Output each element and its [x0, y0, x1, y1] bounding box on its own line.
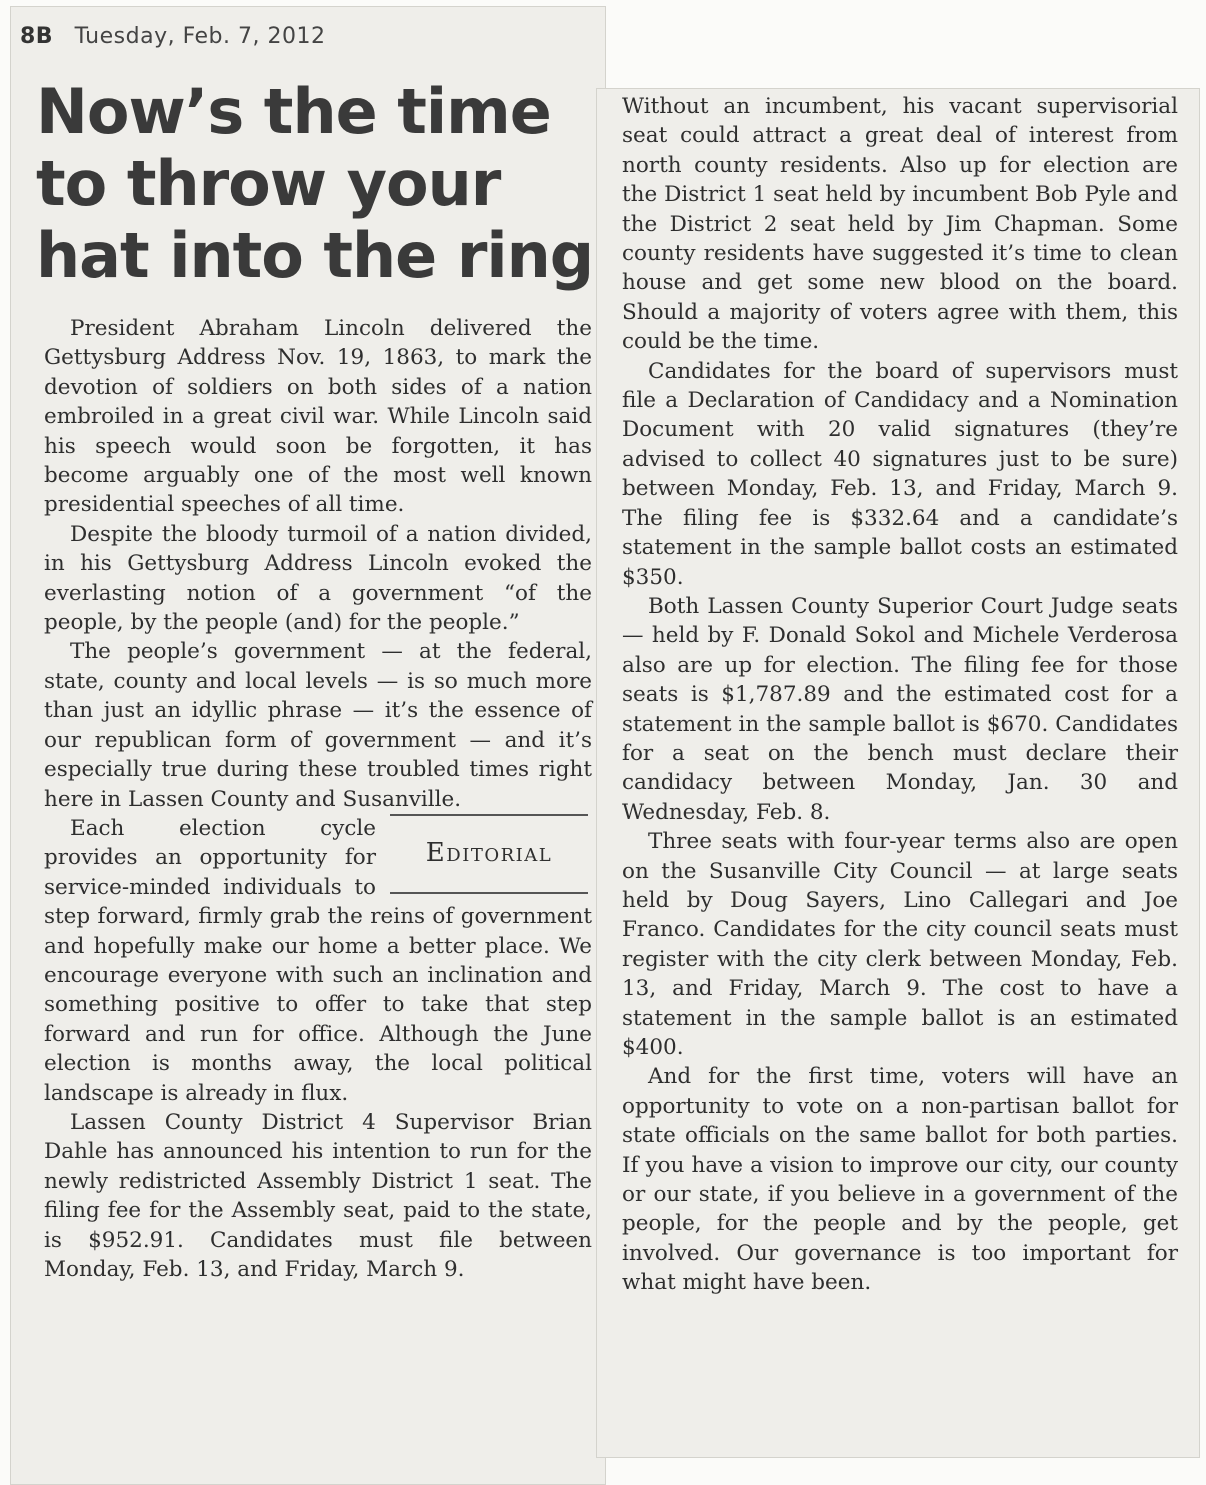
headline-line-1: Now’s the time [36, 75, 551, 148]
headline [36, 75, 594, 292]
editorial-label-box [390, 814, 588, 894]
editorial-label: Editorial [425, 838, 553, 869]
paragraph: Candidates for the board of supervisors must file a Declaration of Candidacy and a Nomination Document with 20 valid signatures (they’re advised to collect 40 signatures just to be sure) between Monday, Feb. 13, and Friday, March 9. The filing fee is $332.64 and a candidate’s statement in the sample ballot costs an estimated $350. [622, 358, 1178, 590]
paragraph: Without an incumbent, his vacant supervisorial seat could attract a great deal of interest from north county residents. Also up for election are the District 1 seat held by incumbent Bob Pyle and the District 2 seat held by Jim Chapman. Some county residents have suggested it’s time to clean house and get some new blood on the board. Should a majority of voters agree with them, this could be the time. [622, 94, 1178, 355]
paragraph: Three seats with four-year terms also are open on the Susanville City Council — at large seats held by Doug Sayers, Lino Callegari and Joe Franco. Candidates for the city council seats must register with the city clerk between Monday, Feb. 13, and Friday, March 9. The cost to have a statement in the sample ballot is an estimated $400. [622, 829, 1178, 1060]
paragraph: And for the first time, voters will have an opportunity to vote on a non-partisan ballot for state officials on the same ballot for both parties. If you have a vision to improve our city, our county or our state, if you believe in a government of the people, for the people and by the people, get involved. Our governance is too important for what might have been. [622, 1064, 1178, 1296]
headline-line-3: hat into the ring [36, 219, 594, 292]
paragraph: The people’s government — at the federal, state, county and local levels — is so much more than just an idyllic phrase — it’s the essence of our republican form of government — and it’s especially true during these troubled times right here in Lassen County and Susanville. [44, 639, 592, 812]
paragraph: Lassen County District 4 Supervisor Brian Dahle has announced his intention to run for the newly redistricted Assembly District 1 seat. The filing fee for the Assembly seat, paid to the state, is $952.91. Candidates must file between Monday, Feb. 13, and Friday, March 9. [44, 1109, 592, 1282]
paragraph: Both Lassen County Superior Court Judge seats — held by F. Donald Sokol and Michele Verderosa also are up for election. The filing fee for those seats is $1,787.89 and the estimated cost for a statement in the sample ballot is $670. Candidates for a seat on the bench must declare their candidacy between Monday, Jan. 30 and Wednesday, Feb. 8. [622, 593, 1178, 825]
paragraph: Each election cycle provides an opportunity for service-minded individuals to step forward, firmly grab the reins of government and hopefully make our home a better place. We encourage everyone with such an inclination and something positive to offer to take that step forward and run for office. Although the June election is months away, the local political landscape is already in flux. [44, 815, 592, 1106]
article-column-right [622, 92, 1178, 1298]
paragraph: President Abraham Lincoln delivered the Gettysburg Address Nov. 19, 1863, to mark the devotion of soldiers on both sides of a nation embroiled in a great civil war. While Lincoln said his speech would soon be forgotten, it has become arguably one of the most well known presidential speeches of all time. [44, 316, 592, 518]
headline-line-2: to throw your [36, 147, 501, 220]
page-number: 8B [20, 24, 54, 49]
publication-date: Tuesday, Feb. 7, 2012 [74, 24, 326, 49]
paragraph: Despite the bloody turmoil of a nation divided, in his Gettysburg Address Lincoln evoked the everlasting notion of a government “of the people, by the people (and) for the people.” [44, 521, 592, 636]
article-column-left [44, 314, 592, 1284]
dateline [20, 24, 325, 49]
